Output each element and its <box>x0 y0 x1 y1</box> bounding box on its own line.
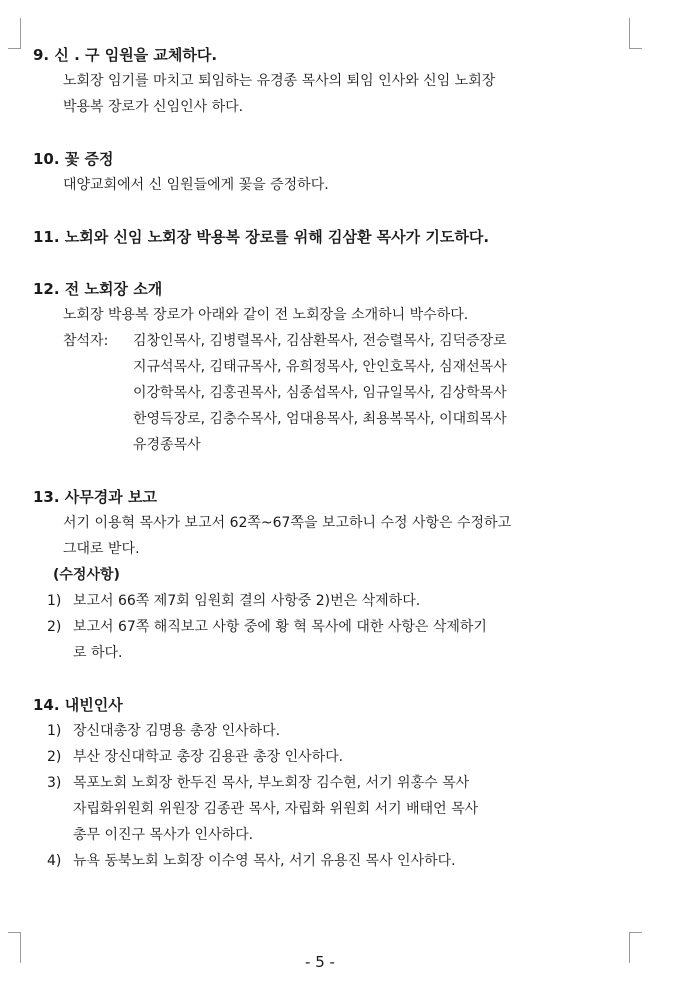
crop-mark-top-left <box>8 18 21 49</box>
section-heading: 10. 꽃 증정 <box>33 150 114 168</box>
item-continuation: 로 하다. <box>73 645 123 661</box>
item-text: 뉴욕 동북노회 노회장 이수영 목사, 서기 유용진 목사 인사하다. <box>73 853 456 869</box>
attendee-row: 한영득장로, 김충수목사, 엄대용목사, 최용복목사, 이대희목사 <box>133 411 507 427</box>
body-line: 노회장 박용복 장로가 아래와 같이 전 노회장을 소개하니 박수하다. <box>63 307 469 323</box>
list-item <box>33 718 633 744</box>
body-line: 노회장 임기를 마치고 퇴임하는 유경종 목사의 퇴임 인사와 신임 노회장 <box>63 73 496 89</box>
section-9 <box>33 42 633 120</box>
section-heading: 14. 내빈인사 <box>33 696 123 714</box>
section-13 <box>33 484 633 666</box>
section-11 <box>33 224 633 250</box>
item-continuation: 총무 이진구 목사가 인사하다. <box>73 827 254 843</box>
section-heading: 11. 노회와 신임 노회장 박용복 장로를 위해 김삼환 목사가 기도하다. <box>33 228 490 246</box>
item-text: 목포노회 노회장 한두진 목사, 부노회장 김수현, 서기 위홍수 목사 <box>73 775 470 791</box>
item-text: 부산 장신대학교 총장 김용관 총장 인사하다. <box>73 749 344 765</box>
body-line: 그대로 받다. <box>63 541 140 557</box>
item-text: 보고서 66쪽 제7회 임원회 결의 사항중 2)번은 삭제하다. <box>73 593 421 609</box>
section-heading: 13. 사무경과 보고 <box>33 488 157 506</box>
item-text: 장신대총장 김명용 총장 인사하다. <box>73 723 281 739</box>
section-heading: 12. 전 노회장 소개 <box>33 280 163 298</box>
item-number: 2) <box>47 619 62 635</box>
item-number: 2) <box>47 749 62 765</box>
body-line: 박용복 장로가 신임인사 하다. <box>63 99 244 115</box>
body-line: 서기 이용혁 목사가 보고서 62쪽~67쪽을 보고하니 수정 사항은 수정하고 <box>63 515 512 531</box>
item-number: 3) <box>47 775 62 791</box>
list-item <box>33 744 633 770</box>
document-body <box>33 42 633 900</box>
item-number: 1) <box>47 723 62 739</box>
list-item <box>33 770 633 796</box>
attendee-block <box>33 328 633 458</box>
attendee-row: 유경종목사 <box>133 437 201 453</box>
body-line: 대양교회에서 신 임원들에게 꽃을 증정하다. <box>63 177 329 193</box>
section-heading: 9. 신 . 구 임원을 교체하다. <box>33 46 218 64</box>
list-item <box>33 848 633 874</box>
page-number: - 5 - <box>305 953 335 971</box>
list-item <box>33 614 633 640</box>
item-text: 보고서 67쪽 해직보고 사항 중에 황 혁 목사에 대한 사항은 삭제하기 <box>73 619 487 635</box>
section-10 <box>33 146 633 198</box>
item-number: 1) <box>47 593 62 609</box>
attendee-row: 김창인목사, 김병렬목사, 김삼환목사, 전승렬목사, 김덕증장로 <box>133 333 507 349</box>
attendees-label: 참석자: <box>63 333 109 349</box>
section-14 <box>33 692 633 874</box>
list-item <box>33 588 633 614</box>
item-continuation: 자립화위원회 위원장 김종관 목사, 자립화 위원회 서기 배태언 목사 <box>73 801 479 817</box>
section-12 <box>33 276 633 458</box>
attendee-row: 이강학목사, 김홍권목사, 심종섭목사, 임규일목사, 김상학목사 <box>133 385 507 401</box>
revision-heading: (수정사항) <box>53 567 120 583</box>
attendee-row: 지규석목사, 김태규목사, 유희정목사, 안인호목사, 심재선목사 <box>133 359 507 375</box>
item-number: 4) <box>47 853 62 869</box>
